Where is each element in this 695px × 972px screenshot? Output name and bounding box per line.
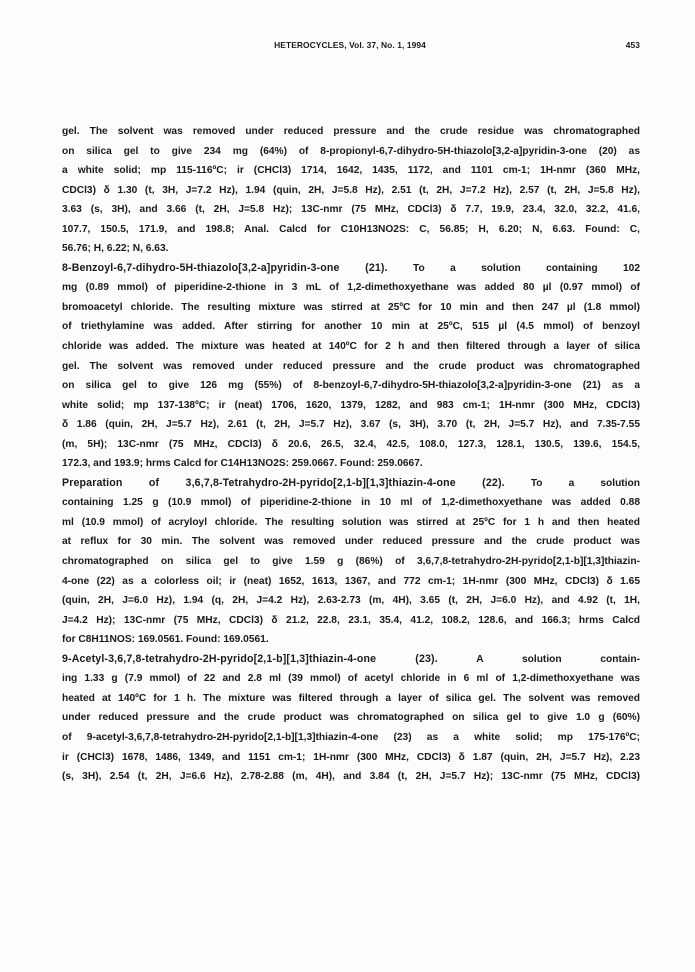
line-text: gel. The solvent was removed under reduced pressure and the crude residue was chromatographed (62, 126, 640, 137)
line-text: of triethylamine was added. After stirring for another 10 min at 25ºC, 515 µl (4.5 mmol) of benzoyl (62, 321, 640, 333)
journal-citation: HETEROCYCLES, Vol. 37, No. 1, 1994 (274, 40, 426, 50)
line-text: 3.63 (s, 3H), and 3.66 (t, 2H, J=5.8 Hz); 13C-nmr (75 MHz, CDCl3) δ 7.7, 19.9, 23.4, 32.0, 32.2, 41.6, (62, 204, 640, 216)
text-line (62, 630, 640, 650)
text-line (62, 122, 640, 142)
text-line (62, 317, 640, 337)
text-line (62, 493, 640, 513)
running-header (60, 40, 640, 54)
experimental-text (62, 122, 640, 787)
text-line (62, 748, 640, 768)
line-text: at reflux for 30 min. The solvent was removed under reduced pressure and the crude product was (62, 536, 640, 548)
text-line (62, 278, 640, 298)
line-text: 107.7, 150.5, 171.9, and 198.8; Anal. Calcd for C10H13NO2S: C, 56.85; H, 6.20; N, 6.63. Found: C, (62, 223, 640, 235)
text-line (62, 357, 640, 377)
line-text: ing 1.33 g (7.9 mmol) of 22 and 2.8 ml (39 mmol) of acetyl chloride in 6 ml of 1,2-dimethoxyethane was (62, 673, 640, 685)
text-line (62, 611, 640, 631)
compound-heading: Preparation of 3,6,7,8-Tetrahydro-2H-pyrido[2,1-b][1,3]thiazin-4-one (22). (62, 476, 505, 489)
text-line (62, 689, 640, 709)
line-text: white solid; mp 137-138ºC; ir (neat) 1706, 1620, 1379, 1282, and 983 cm-1; 1H-nmr (300 MHz, CDCl3) (62, 399, 640, 411)
line-text: (m, 5H); 13C-nmr (75 MHz, CDCl3) δ 20.6, 26.5, 32.4, 42.5, 108.0, 127.3, 128.1, 130.5, 139.6, 154.5, (62, 438, 640, 450)
text-line (62, 669, 640, 689)
line-text: ml (10.9 mmol) of acryloyl chloride. The resulting solution was stirred at 25ºC for 1 h and then heated (62, 516, 640, 528)
line-text: (quin, 2H, J=6.0 Hz), 1.94 (q, 2H, J=4.2 Hz), 2.63-2.73 (m, 4H), 3.65 (t, 2H, J=6.0 Hz), and 4.92 (t, 1H, (62, 595, 640, 607)
line-text: CDCl3) δ 1.30 (t, 3H, J=7.2 Hz), 1.94 (quin, 2H, J=5.8 Hz), 2.51 (t, 2H, J=7.2 Hz), 2.57 (t, 2H, J=5.8 Hz), (62, 184, 640, 196)
text-line (62, 572, 640, 592)
line-text: on silica gel to give 126 mg (55%) of 8-benzoyl-6,7-dihydro-5H-thiazolo[3,2-a]pyridin-3-one (21) as a (62, 380, 640, 392)
text-line (62, 532, 640, 552)
line-text: ir (CHCl3) 1678, 1486, 1349, and 1151 cm-1; 1H-nmr (300 MHz, CDCl3) δ 1.87 (quin, 2H, J=5.7 Hz), 2.23 (62, 751, 640, 763)
page-number: 453 (625, 40, 640, 50)
text-line (62, 513, 640, 533)
text-line (62, 220, 640, 240)
text-line (62, 337, 640, 357)
text-line (62, 591, 640, 611)
line-text: of 9-acetyl-3,6,7,8-tetrahydro-2H-pyrido[2,1-b][1,3]thiazin-4-one (23) as a white solid; mp 175-176ºC; (62, 731, 640, 743)
line-text: heated at 140ºC for 1 h. The mixture was filtered through a layer of silica gel. The solvent was removed (62, 692, 640, 704)
line-text: under reduced pressure and the crude product was chromatographed on silica gel to give 1.0 g (60%) (62, 712, 640, 724)
text-line (62, 298, 640, 318)
text-line (62, 767, 640, 787)
compound-heading: 9-Acetyl-3,6,7,8-tetrahydro-2H-pyrido[2,1-b][1,3]thiazin-4-one (23). (62, 652, 438, 665)
text-line (62, 200, 640, 220)
line-text: mg (0.89 mmol) of piperidine-2-thione in 3 mL of 1,2-dimethoxyethane was added 80 µl (0.97 mmol) of (62, 282, 640, 294)
section-heading-line (62, 474, 640, 494)
text-line (62, 454, 640, 474)
line-text: for C8H11NOS: 169.0561. Found: 169.0561. (62, 634, 269, 646)
line-text: J=4.2 Hz); 13C-nmr (75 MHz, CDCl3) δ 21.2, 22.8, 23.1, 35.4, 41.2, 108.2, 128.6, and 166.3; hrms Calcd (62, 614, 640, 626)
line-text: δ 1.86 (quin, 2H, J=5.7 Hz), 2.61 (t, 2H, J=5.7 Hz), 3.67 (s, 3H), 3.70 (t, 2H, J=5.7 Hz), and 7.35-7.55 (62, 419, 640, 431)
text-line (62, 708, 640, 728)
text-line (62, 376, 640, 396)
text-line (62, 415, 640, 435)
text-line (62, 396, 640, 416)
text-line (62, 161, 640, 181)
line-text: bromoacetyl chloride. The resulting mixture was stirred at 25ºC for 10 min and then 247 µl (1.8 mmol) (62, 301, 640, 313)
text-line (62, 181, 640, 201)
compound-heading: 8-Benzoyl-6,7-dihydro-5H-thiazolo[3,2-a]pyridin-3-one (21). (62, 261, 388, 274)
text-line (62, 552, 640, 572)
line-text: a white solid; mp 115-116ºC; ir (CHCl3) 1714, 1642, 1435, 1172, and 1101 cm-1; 1H-nmr (360 MHz, (62, 165, 640, 177)
line-text: To a solution (504, 477, 640, 489)
text-line (62, 435, 640, 455)
line-text: 172.3, and 193.9; hrms Calcd for C14H13NO2S: 259.0667. Found: 259.0667. (62, 458, 423, 470)
text-line (62, 142, 640, 162)
line-text: containing 1.25 g (10.9 mmol) of piperidine-2-thione in 10 ml of 1,2-dimethoxyethane was added 0.88 (62, 497, 640, 509)
section-heading-line (62, 259, 640, 279)
text-line (62, 728, 640, 748)
line-text: chloride was added. The mixture was heated at 140ºC for 2 h and then filtered through a layer of silica (62, 341, 640, 353)
text-line (62, 239, 640, 259)
line-text: To a solution containing 102 (387, 262, 640, 274)
line-text: chromatographed on silica gel to give 1.59 g (86%) of 3,6,7,8-tetrahydro-2H-pyrido[2,1-b][1,3]thiazin- (62, 556, 640, 568)
line-text: 56.76; H, 6.22; N, 6.63. (62, 243, 169, 255)
line-text: on silica gel to give 234 mg (64%) of 8-propionyl-6,7-dihydro-5H-thiazolo[3,2-a]pyridin-3-one (20) as (62, 145, 640, 157)
line-text: A solution contain- (437, 653, 641, 665)
section-heading-line (62, 650, 640, 670)
line-text: gel. The solvent was removed under reduced pressure and the crude product was chromatographed (62, 360, 640, 372)
line-text: 4-one (22) as a colorless oil; ir (neat) 1652, 1613, 1367, and 772 cm-1; 1H-nmr (300 MHz, CDCl3) δ 1.65 (62, 575, 640, 587)
line-text: (s, 3H), 2.54 (t, 2H, J=6.6 Hz), 2.78-2.88 (m, 4H), and 3.84 (t, 2H, J=5.7 Hz); 13C-nmr (75 MHz, CDCl3) (62, 771, 640, 783)
